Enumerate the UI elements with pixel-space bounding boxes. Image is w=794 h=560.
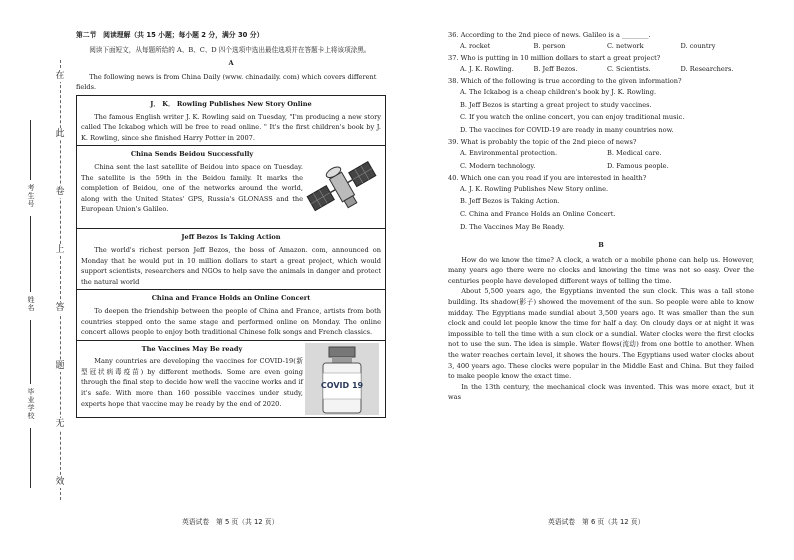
left-page-footer: 英语试卷 第 5 页（共 12 页） <box>182 518 279 526</box>
option: D. Famous people. <box>607 161 669 170</box>
question-stem: 39. What is probably the topic of the 2nd piece of news? <box>448 138 637 147</box>
satellite-icon <box>305 148 379 226</box>
passage-letter-a: A <box>228 59 234 68</box>
option-row <box>448 161 754 172</box>
passage-paragraph: How do we know the time? A clock, a watch or a mobile phone can help us. However, many years ago there were no clocks and knowing the time was not so easy. Over the centuries people have developed different ways of telling the time. <box>448 255 754 285</box>
seal-char: 卷 <box>55 187 65 197</box>
option-column <box>448 87 754 135</box>
option: A. The Ickabog is a cheap children's book by J. K. Rowling. <box>460 87 657 96</box>
seal-char: 答 <box>55 303 65 313</box>
option: A. J. K. Rowling Publishes New Story online. <box>460 184 609 193</box>
news-item <box>77 229 385 290</box>
section-title: 第二节 阅读理解（共 15 小题；每小题 2 分，满分 30 分） <box>76 31 264 39</box>
vaccine-image <box>303 343 381 415</box>
news-title: Jeff Bezos Is Taking Action <box>181 233 281 242</box>
news-box <box>76 95 386 418</box>
option-row <box>448 64 754 75</box>
option: D. The vaccines for COVID-19 are ready in many countries now. <box>460 125 674 134</box>
seal-dashed-line <box>60 60 61 500</box>
right-page <box>448 30 754 403</box>
option: C. Scientists. <box>607 64 651 73</box>
instructions: 阅读下面短文，从每题所给的 A、B、C、D 四个选项中选出最佳选项并在答题卡上将该项涂黑。 <box>89 45 371 54</box>
vaccine-vial-icon <box>305 343 379 415</box>
option-column <box>448 184 754 232</box>
seal-char: 无 <box>55 419 65 429</box>
option: C. Modern technology. <box>460 161 536 170</box>
field-line <box>30 428 31 488</box>
news-title: J． K． Rowling Publishes New Story Online <box>150 99 312 108</box>
option: A. rocket <box>460 41 491 50</box>
news-title: The Vaccines May Be ready <box>141 344 243 353</box>
field-label-name: 姓名 <box>27 296 35 312</box>
seal-char: 题 <box>55 361 65 371</box>
option: C. China and France Holds an Online Concert. <box>460 209 616 218</box>
satellite-image <box>303 148 381 226</box>
news-title: China and France Holds an Online Concert <box>151 294 311 303</box>
seal-char: 此 <box>55 129 65 139</box>
option: B. person <box>533 41 566 50</box>
option-row <box>448 148 754 159</box>
news-title: China Sends Beidou Successfully <box>130 150 254 159</box>
news-text: To deepen the friendship between the people of China and France, artists from both countries stepped onto the same stage and performed online on Monday. The online concert allows people to enjoy both traditional Chinese folk songs and French classics. <box>81 306 381 337</box>
binding-margin <box>0 0 70 560</box>
news-text: The world's richest person Jeff Bezos, the boss of Amazon. com, announced on Monday that he would put in 10 million dollars to start a great project, which would support scientists, researchers and NGOs to help save the animals in danger and protect the natural world <box>81 245 381 286</box>
option: D. country <box>680 41 716 50</box>
question-stem: 40. Which one can you read if you are interested in health? <box>448 174 647 183</box>
passage-paragraph: About 5,500 years ago, the Egyptians invented the sun clock. This was a tall stone building. Its shadow(影子) showed the movement of the sun. So people were able to know midday. The Egyptians made sundial about 3,500 years ago. It was smaller than the sun clock and could let people know the time for half a day. On cloudy days or at night it was impossible to tell the time with a sun clock or a sundial. Water clocks were the first clocks not to use the sun. The idea is simple. Water flows(流动) from one bottle to another. When the water reaches certain level, it shows the hours. The Egyptians used water clocks about 3, 400 years ago. These clocks were popular in the Middle East and China. But they failed to make people know the exact time. <box>448 287 754 381</box>
option: B. Jeff Bezos. <box>533 64 578 73</box>
option: D. The Vaccines May Be Ready. <box>460 222 565 231</box>
question-list <box>448 30 754 232</box>
question-stem: 37. Who is putting in 10 million dollars to start a great project? <box>448 54 661 63</box>
option: C. If you watch the online concert, you can enjoy traditional music. <box>460 113 685 122</box>
seal-char: 效 <box>55 477 65 487</box>
news-item <box>77 341 385 417</box>
news-item <box>77 290 385 340</box>
option: D. Researchers. <box>680 64 734 73</box>
passage-b <box>448 255 754 403</box>
field-line <box>30 120 31 180</box>
seal-char: 在 <box>55 71 65 81</box>
option: B. Medical care. <box>607 148 662 157</box>
field-label-school: 毕业学校 <box>27 388 35 420</box>
left-page <box>76 30 386 418</box>
field-line <box>30 320 31 384</box>
seal-char: 上 <box>55 245 65 255</box>
news-item <box>77 96 385 146</box>
option: A. Environmental protection. <box>460 148 558 157</box>
field-label-candidate-number: 考生号 <box>27 184 35 208</box>
question-stem: 36. According to the 2nd piece of news. Galileo is a ________. <box>448 31 651 39</box>
news-text: China sent the last satellite of Beidou into space on Tuesday. The satellite is the 59th in the Beidou family. It marks the completion of Beidou, one of the networks around the world, along with the United States' GPS, Russia's GLONASS and the European Union's Galileo. <box>81 162 303 214</box>
option: A. J. K. Rowling. <box>460 64 514 73</box>
option: C. network <box>607 41 644 50</box>
option-row <box>448 41 754 52</box>
option: B. Jeff Bezos is starting a great project to study vaccines. <box>460 100 652 109</box>
right-page-footer: 英语试卷 第 6 页（共 12 页） <box>548 518 645 526</box>
field-line <box>30 216 31 292</box>
option: B. Jeff Bezos is Taking Action. <box>460 197 560 206</box>
news-item <box>77 146 385 229</box>
vaccine-label: COVID 19 <box>320 380 364 390</box>
passage-paragraph: In the 13th century, the mechanical clock was invented. This was more exact, but it was <box>448 382 754 402</box>
news-text: The famous English writer J. K. Rowling said on Tuesday, "I'm producing a new story called The Ickabog which will be free to read online. " It's the first children's book by J. K. Rowling, since she finished Harry Potter in 2007. <box>81 112 381 142</box>
question-stem: 38. Which of the following is true according to the given information? <box>448 77 682 86</box>
news-text: Many countries are developing the vaccines for COVID-19(新型冠状病毒疫苗) by different methods. Some are even going through the final step to decide how well the vaccine works and if it's safe. With more than 160 possible vaccines under study, experts hope that vaccine may be ready by the end of 2020. <box>81 357 303 408</box>
passage-letter-b: B <box>598 241 604 250</box>
passage-intro: The following news is from China Daily (www. chinadaily. com) which covers different fields. <box>76 72 377 92</box>
